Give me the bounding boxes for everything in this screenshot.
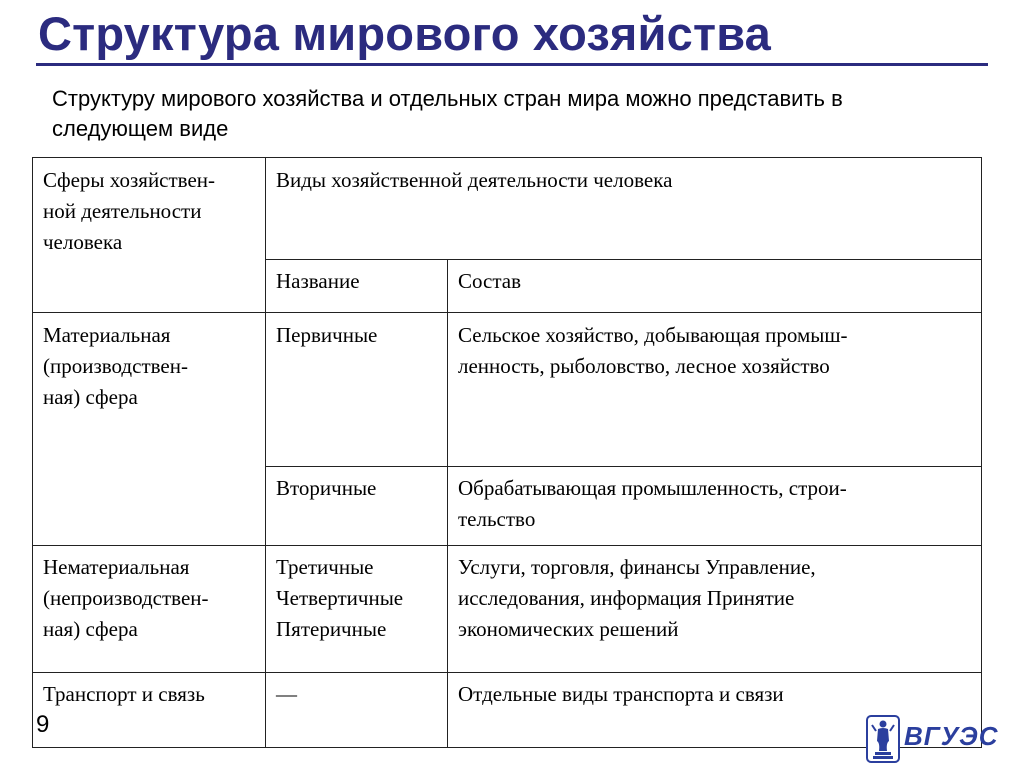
- header-text: человека: [43, 230, 123, 254]
- cell-text: ная) сфера: [43, 385, 138, 409]
- name-cell-primary: Первичные: [266, 313, 448, 467]
- cell-text: Обрабатывающая промышленность, строи-: [458, 476, 847, 500]
- composition-cell-secondary: [448, 467, 982, 546]
- header-text: Сферы хозяйствен-: [43, 168, 216, 192]
- header-kinds-cell: Виды хозяйственной деятельности человека: [266, 158, 982, 260]
- cell-text: Нематериальная: [43, 555, 190, 579]
- cell-text: Сельское хозяйство, добывающая промыш-: [458, 323, 848, 347]
- name-cell-tertiary: [266, 546, 448, 673]
- name-cell-transport: —: [266, 673, 448, 748]
- cell-text: Услуги, торговля, финансы Управление,: [458, 555, 816, 579]
- slide-number: 9: [36, 711, 50, 738]
- logo-text: ВГУЭС: [904, 721, 999, 751]
- table-row: [33, 313, 982, 467]
- university-logo: [866, 715, 999, 763]
- table-row: [33, 673, 982, 748]
- header-composition-cell: Состав: [448, 260, 982, 313]
- composition-cell-transport: Отдельные виды транспорта и связи: [448, 673, 982, 748]
- cell-text: исследования, информация Принятие: [458, 586, 795, 610]
- table-row: [33, 546, 982, 673]
- sphere-cell-material: [33, 313, 266, 546]
- cell-text: Третичные: [276, 555, 374, 579]
- economy-structure-table: [32, 157, 982, 748]
- cell-text: Пятеричные: [276, 617, 387, 641]
- header-text: ной деятельности: [43, 199, 202, 223]
- cell-text: экономических решений: [458, 617, 679, 641]
- composition-cell-primary: [448, 313, 982, 467]
- sphere-cell-transport: Транспорт и связь: [33, 673, 266, 748]
- header-name-cell: Название: [266, 260, 448, 313]
- composition-cell-tertiary: [448, 546, 982, 673]
- cell-text: (производствен-: [43, 354, 188, 378]
- cell-text: тельство: [458, 507, 536, 531]
- cell-text: (непроизводствен-: [43, 586, 209, 610]
- intro-text: [52, 84, 992, 144]
- name-cell-secondary: Вторичные: [266, 467, 448, 546]
- cell-text: ная) сфера: [43, 617, 138, 641]
- header-spheres-cell: [33, 158, 266, 313]
- cell-text: Четвертичные: [276, 586, 404, 610]
- slide-title: Структура мирового хозяйства: [38, 7, 772, 60]
- cell-text: ленность, рыболовство, лесное хозяйство: [458, 354, 830, 378]
- intro-line: Структуру мирового хозяйства и отдельных стран мира можно представить в: [52, 86, 843, 111]
- title-divider: [36, 63, 988, 66]
- intro-line: следующем виде: [52, 116, 229, 141]
- cell-text: Материальная: [43, 323, 171, 347]
- sphere-cell-immaterial: [33, 546, 266, 673]
- statue-emblem-icon: [866, 715, 900, 763]
- table-header-row: [33, 158, 982, 260]
